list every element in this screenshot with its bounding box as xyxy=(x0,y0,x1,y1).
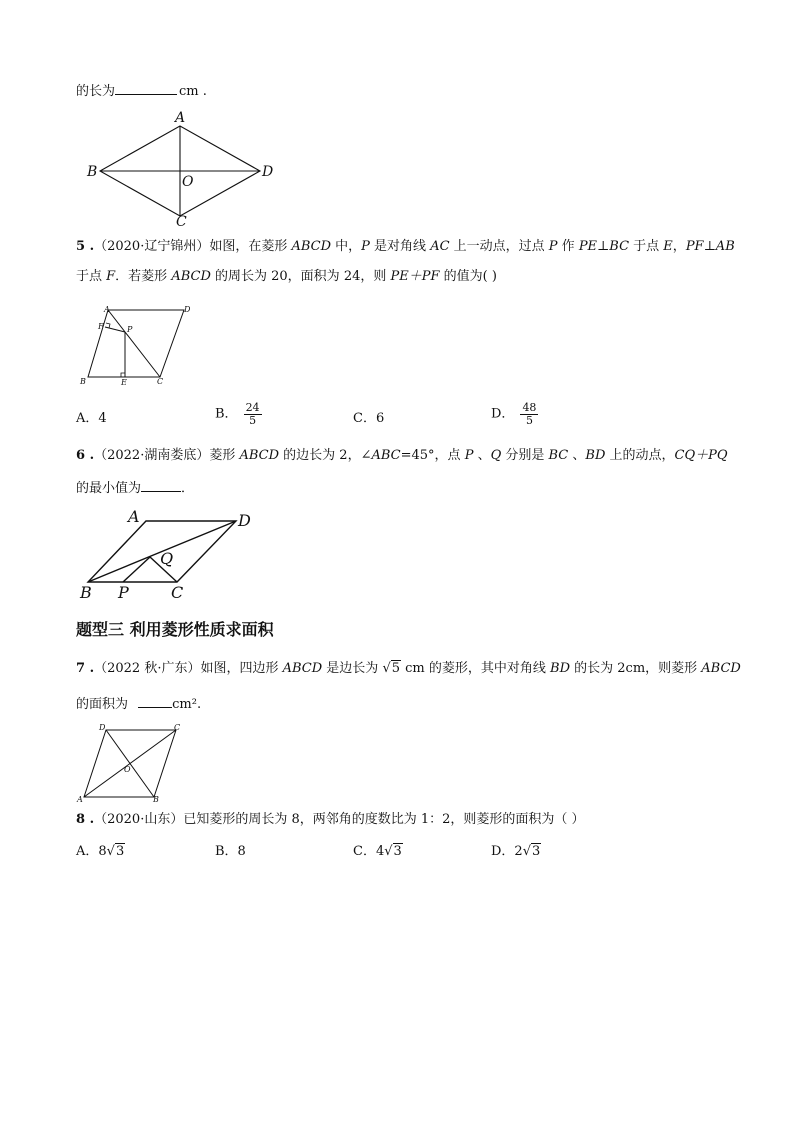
label-p: P xyxy=(127,325,133,334)
denominator: 5 xyxy=(525,414,533,427)
label-d: D xyxy=(238,511,251,530)
q5-text: 作 xyxy=(557,239,579,254)
right-angle-e xyxy=(121,373,125,377)
q8-option-b[interactable] xyxy=(215,843,246,861)
q6-math: BC xyxy=(548,448,569,463)
q5-math: ABCD xyxy=(171,269,211,284)
label-b: B xyxy=(153,795,159,804)
figure-rhombus-pe-pf xyxy=(76,302,202,388)
label-e: E xyxy=(121,378,127,387)
q5-text: 于点 xyxy=(76,269,107,284)
q7-unit: cm². xyxy=(172,697,202,712)
option-label: B． xyxy=(215,406,238,422)
q5-text: 的周长为 20，面积为 24，则 xyxy=(210,269,391,284)
q7-text: 如图，四边形 xyxy=(200,661,283,676)
q7-math: BD xyxy=(550,661,571,676)
q5-text: 如图，在菱形 xyxy=(209,239,292,254)
q6-math: CQ＋PQ xyxy=(674,448,728,463)
q7-text: 的面积为 xyxy=(76,697,133,712)
sqrt-expression: √3 xyxy=(522,844,541,859)
q5-text: 中， xyxy=(331,239,362,254)
q5-line1 xyxy=(76,238,735,256)
label-c: C xyxy=(174,723,181,732)
q5-text: ．若菱形 xyxy=(115,269,172,284)
q5-text: 上一动点，过点 xyxy=(449,239,549,254)
q4-text: 的长为 xyxy=(76,84,116,99)
q7-number: 7 . xyxy=(76,661,95,676)
q6-line1 xyxy=(76,447,728,465)
q8-option-a[interactable] xyxy=(76,843,125,861)
q7-source: （2022 秋·广东） xyxy=(94,661,201,676)
q5-math: E xyxy=(663,239,673,254)
option-text: C．6 xyxy=(353,411,385,426)
q5-math: P xyxy=(361,239,370,254)
q5-math: AC xyxy=(430,239,450,254)
sqrt-expression: √3 xyxy=(384,844,402,859)
q4-answer-line xyxy=(76,82,207,101)
label-b: B xyxy=(80,377,86,386)
diagonal-bd xyxy=(106,730,154,797)
label-c: C xyxy=(157,377,164,386)
q6-math: ABCD xyxy=(239,448,280,463)
option-text: A．4 xyxy=(76,411,107,426)
q6-number: 6 . xyxy=(76,448,95,463)
label-b: B xyxy=(80,583,92,602)
label-a: A xyxy=(128,507,140,526)
label-c: C xyxy=(171,583,184,602)
diagonal-ac xyxy=(108,310,160,377)
q5-text: 于点 xyxy=(629,239,664,254)
q6-math: ∠ABC xyxy=(360,448,401,463)
label-d: D xyxy=(262,164,274,180)
q6-math: Q xyxy=(490,448,502,463)
q7-text: 的长为 2cm，则菱形 xyxy=(570,661,702,676)
fraction xyxy=(520,402,538,427)
label-a: A xyxy=(104,305,110,314)
q8-option-d[interactable] xyxy=(491,843,541,861)
label-p: P xyxy=(118,583,129,602)
q6-text: 分别是 xyxy=(501,448,549,463)
q7-line1 xyxy=(76,660,741,678)
q7-line2 xyxy=(76,695,201,714)
q5-option-a[interactable] xyxy=(76,410,107,428)
q5-math: PF⊥AB xyxy=(685,239,735,254)
q7-answer-blank[interactable] xyxy=(138,695,172,708)
label-b: B xyxy=(87,164,98,180)
label-a: A xyxy=(77,795,83,804)
q6-line2 xyxy=(76,479,194,498)
option-label: A．8 xyxy=(76,844,107,859)
option-text: B．8 xyxy=(215,844,246,859)
q5-math: F xyxy=(106,269,116,284)
q5-text: 的值为( ) xyxy=(439,269,497,284)
q5-text: ， xyxy=(672,239,686,254)
radicand: 3 xyxy=(393,844,402,859)
figure-rhombus-bd-pq xyxy=(78,508,268,602)
option-label: D． xyxy=(491,406,515,422)
q5-text: 是对角线 xyxy=(369,239,431,254)
label-d: D xyxy=(99,723,106,732)
denominator: 5 xyxy=(249,414,257,427)
q6-text: 、 xyxy=(473,448,491,463)
label-o: O xyxy=(124,765,131,774)
q5-line2 xyxy=(76,268,497,286)
q4-answer-blank[interactable] xyxy=(115,82,177,95)
q6-answer-blank[interactable] xyxy=(141,479,181,492)
q5-option-c[interactable] xyxy=(353,410,384,428)
q5-option-d[interactable] xyxy=(491,402,538,427)
q6-text: ． xyxy=(181,481,195,496)
q7-text: 是边长为 xyxy=(322,661,383,676)
section-title: 题型三 利用菱形性质求面积 xyxy=(76,620,274,639)
q4-unit: cm . xyxy=(179,84,207,99)
label-d: D xyxy=(184,305,191,314)
q5-number: 5 . xyxy=(76,239,95,254)
numerator: 24 xyxy=(245,401,260,414)
q5-math: ABCD xyxy=(291,239,332,254)
q5-source: （2020·辽宁锦州） xyxy=(94,239,210,254)
option-label: D．2 xyxy=(491,844,523,859)
q5-math: PE＋PF xyxy=(390,269,440,284)
segment-pq xyxy=(123,557,150,582)
label-a: A xyxy=(175,110,186,126)
q6-text: 上的动点， xyxy=(605,448,675,463)
q8-number: 8 . xyxy=(76,812,95,827)
q8-line1 xyxy=(76,811,585,829)
label-q: Q xyxy=(160,549,174,568)
q6-source: （2022·湖南娄底） xyxy=(94,448,210,463)
label-o: O xyxy=(182,174,194,190)
radicand: 3 xyxy=(532,844,541,859)
numerator: 48 xyxy=(522,401,537,414)
figure-rhombus-area xyxy=(76,722,186,804)
radicand: 5 xyxy=(391,661,401,676)
sqrt-expression: √5 xyxy=(382,661,401,676)
q8-option-c[interactable] xyxy=(353,843,403,861)
q7-text: cm 的菱形，其中对角线 xyxy=(401,661,551,676)
q7-math: ABCD xyxy=(701,661,741,676)
option-label: C．4 xyxy=(353,844,385,859)
fraction xyxy=(244,402,262,427)
figure-rhombus-diagonals xyxy=(80,108,290,228)
rhombus-outline xyxy=(88,310,184,377)
q6-text: 的边长为 2， xyxy=(279,448,361,463)
q6-text: 菱形 xyxy=(209,448,240,463)
q6-text: =45°，点 xyxy=(400,448,465,463)
sqrt-expression: √3 xyxy=(106,844,125,859)
q5-option-b[interactable] xyxy=(215,402,262,427)
q5-math: P xyxy=(548,239,558,254)
q6-math: P xyxy=(464,448,474,463)
q6-text: 的最小值为 xyxy=(76,481,142,496)
q8-text: （2020·山东）已知菱形的周长为 8，两邻角的度数比为 1：2，则菱形的面积为（ ） xyxy=(94,812,585,827)
q6-math: BD xyxy=(585,448,606,463)
radicand: 3 xyxy=(115,844,125,859)
label-c: C xyxy=(176,214,187,230)
q6-text: 、 xyxy=(568,448,586,463)
q7-math: ABCD xyxy=(282,661,323,676)
label-f: F xyxy=(98,322,104,331)
q5-math: PE⊥BC xyxy=(578,239,630,254)
